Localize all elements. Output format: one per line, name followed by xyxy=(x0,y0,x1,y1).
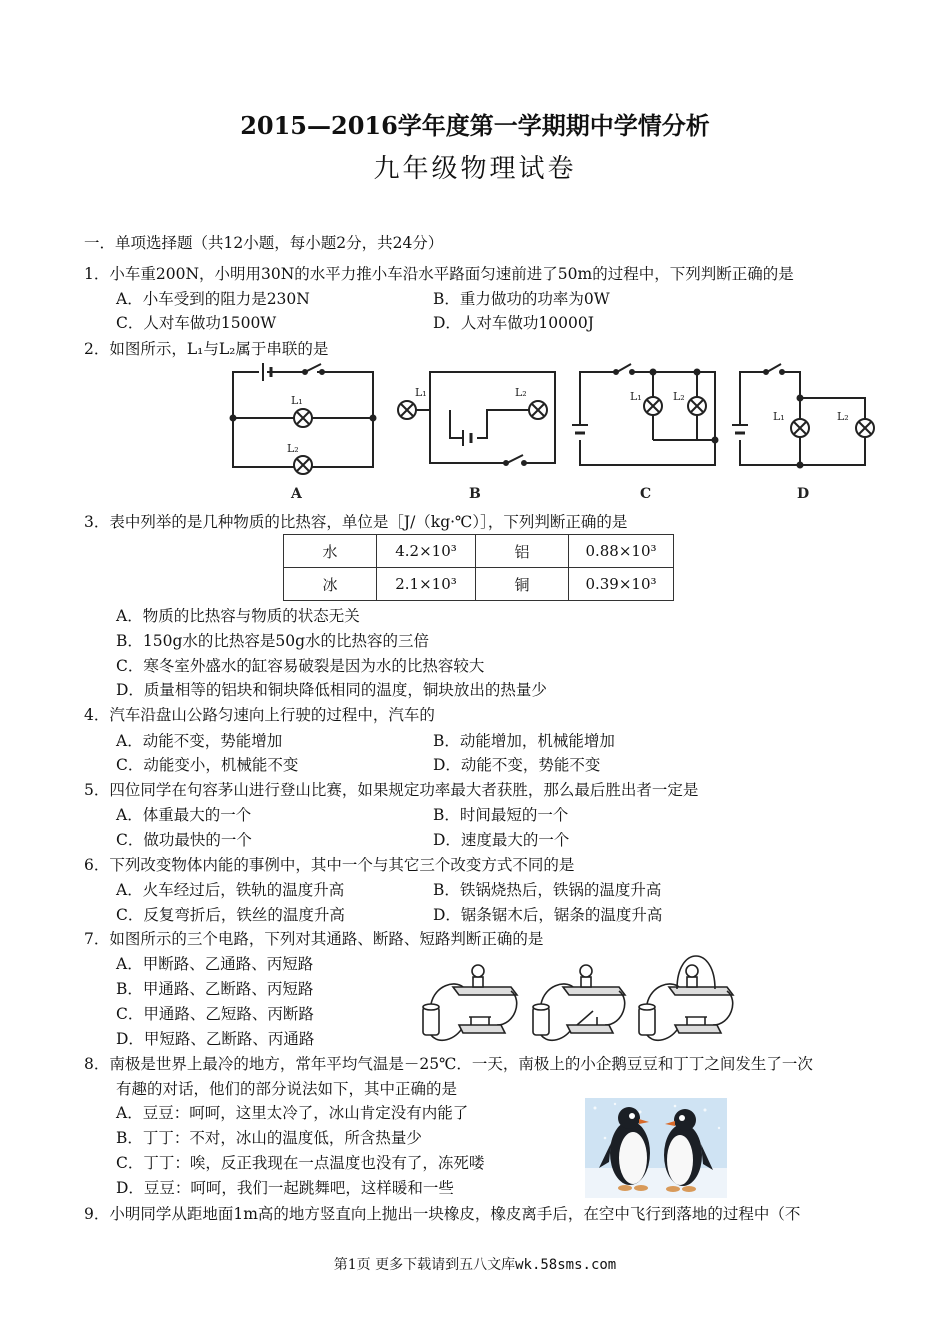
q4-stem: 4．汽车沿盘山公路匀速向上行驶的过程中，汽车的 xyxy=(84,706,435,724)
exam-title: 2015—2016学年度第一学期期中学情分析 xyxy=(240,111,710,140)
q3-option-b: B．150g水的比热容是50g水的比热容的三倍 xyxy=(116,632,430,650)
q1-option-b: B．重力做功的功率为0W xyxy=(433,290,610,308)
q9-stem: 9．小明同学从距地面1m高的地方竖直向上抛出一块橡皮，橡皮离手后，在空中飞行到落地的过程中（不 xyxy=(84,1205,801,1223)
circuit-yi xyxy=(533,965,625,1040)
q8-stem-line2: 有趣的对话，他们的部分说法如下，其中正确的是 xyxy=(116,1080,458,1098)
exam-subtitle: 九年级物理试卷 xyxy=(373,154,577,184)
table-cell: 水 xyxy=(284,535,377,568)
circuit-label-d: D xyxy=(797,486,810,502)
circuit-c-l1-label: L₁ xyxy=(630,390,642,403)
q6-stem: 6．下列改变物体内能的事例中，其中一个与其它三个改变方式不同的是 xyxy=(84,856,575,874)
footer-text: 第1页 更多下载请到五八文库 xyxy=(333,1257,516,1273)
q7-circuits-figure xyxy=(415,955,745,1047)
circuit-c-l2-label: L₂ xyxy=(673,390,685,403)
circuit-b-l1-label: L₁ xyxy=(415,386,427,399)
circuit-a xyxy=(231,363,376,474)
q6-option-a: A．火车经过后，铁轨的温度升高 xyxy=(116,881,345,899)
table-row xyxy=(284,568,674,601)
q5-option-c: C．做功最快的一个 xyxy=(116,831,252,849)
q2-circuit-figure xyxy=(225,360,885,505)
circuit-b-l2-label: L₂ xyxy=(515,386,527,399)
table-cell: 冰 xyxy=(284,568,377,601)
q5-stem: 5．四位同学在句容茅山进行登山比赛，如果规定功率最大者获胜，那么最后胜出者一定是 xyxy=(84,781,699,799)
q1-option-a: A．小车受到的阻力是230N xyxy=(116,290,310,308)
table-cell: 2.1×10³ xyxy=(377,568,476,601)
penguins-photo xyxy=(585,1098,727,1198)
q4-option-b: B．动能增加，机械能增加 xyxy=(433,732,615,750)
circuit-d xyxy=(732,364,874,468)
circuit-d-l1-label: L₁ xyxy=(773,410,785,423)
circuit-a-l1-label: L₁ xyxy=(291,394,303,407)
table-cell: 铝 xyxy=(476,535,569,568)
circuit-jia xyxy=(423,965,517,1040)
q4-option-c: C．动能变小，机械能不变 xyxy=(116,756,299,774)
q6-option-d: D．锯条锯木后，锯条的温度升高 xyxy=(433,906,663,924)
circuit-label-c: C xyxy=(640,486,652,502)
q7-stem: 7．如图所示的三个电路，下列对其通路、断路、短路判断正确的是 xyxy=(84,930,544,948)
q7-option-c: C．甲通路、乙短路、丙断路 xyxy=(116,1005,314,1023)
circuit-label-a: A xyxy=(291,486,302,502)
table-cell: 铜 xyxy=(476,568,569,601)
q2-stem: 2．如图所示，L₁与L₂属于串联的是 xyxy=(84,340,329,358)
q7-option-d: D．甲短路、乙断路、丙通路 xyxy=(116,1030,315,1048)
q6-option-c: C．反复弯折后，铁丝的温度升高 xyxy=(116,906,345,924)
q3-option-c: C．寒冬室外盛水的缸容易破裂是因为水的比热容较大 xyxy=(116,657,485,675)
q1-stem: 1．小车重200N，小明用30N的水平力推小车沿水平路面匀速前进了50m的过程中，下列判断正确的是 xyxy=(84,265,794,283)
q5-option-b: B．时间最短的一个 xyxy=(433,806,569,824)
specific-heat-table xyxy=(283,534,674,601)
q8-option-d: D．豆豆：呵呵，我们一起跳舞吧，这样暖和一些 xyxy=(116,1179,454,1197)
q5-option-d: D．速度最大的一个 xyxy=(433,831,570,849)
page-footer xyxy=(0,1254,950,1274)
circuit-d-l2-label: L₂ xyxy=(837,410,849,423)
section-heading: 一．单项选择题（共12小题，每小题2分，共24分） xyxy=(84,234,444,252)
circuit-bing xyxy=(639,956,733,1040)
circuit-label-b: B xyxy=(469,486,481,502)
footer-url[interactable]: wk.58sms.com xyxy=(515,1257,617,1273)
q3-option-d: D．质量相等的铝块和铜块降低相同的温度，铜块放出的热量少 xyxy=(116,681,547,699)
q7-option-b: B．甲通路、乙断路、丙短路 xyxy=(116,980,314,998)
table-cell: 4.2×10³ xyxy=(377,535,476,568)
q7-option-a: A．甲断路、乙通路、丙短路 xyxy=(116,955,314,973)
q3-stem: 3．表中列举的是几种物质的比热容，单位是［J/（kg·℃）］，下列判断正确的是 xyxy=(84,513,628,531)
table-row xyxy=(284,535,674,568)
q1-option-c: C．人对车做功1500W xyxy=(116,314,277,332)
q8-stem-line1: 8．南极是世界上最冷的地方，常年平均气温是－25℃．一天，南极上的小企鹅豆豆和丁丁之间发生了一次 xyxy=(84,1055,813,1073)
circuit-a-l2-label: L₂ xyxy=(287,442,299,455)
q3-option-a: A．物质的比热容与物质的状态无关 xyxy=(116,607,360,625)
q1-option-d: D．人对车做功10000J xyxy=(433,314,594,332)
q8-option-c: C．丁丁：唉，反正我现在一点温度也没有了，冻死喽 xyxy=(116,1154,485,1172)
q4-option-d: D．动能不变，势能不变 xyxy=(433,756,601,774)
table-cell: 0.39×10³ xyxy=(569,568,674,601)
table-cell: 0.88×10³ xyxy=(569,535,674,568)
q5-option-a: A．体重最大的一个 xyxy=(116,806,252,824)
q6-option-b: B．铁锅烧热后，铁锅的温度升高 xyxy=(433,881,662,899)
circuit-c xyxy=(572,364,718,465)
q8-option-a: A．豆豆：呵呵，这里太冷了，冰山肯定没有内能了 xyxy=(116,1104,469,1122)
q8-option-b: B．丁丁：不对，冰山的温度低，所含热量少 xyxy=(116,1129,422,1147)
q4-option-a: A．动能不变，势能增加 xyxy=(116,732,283,750)
